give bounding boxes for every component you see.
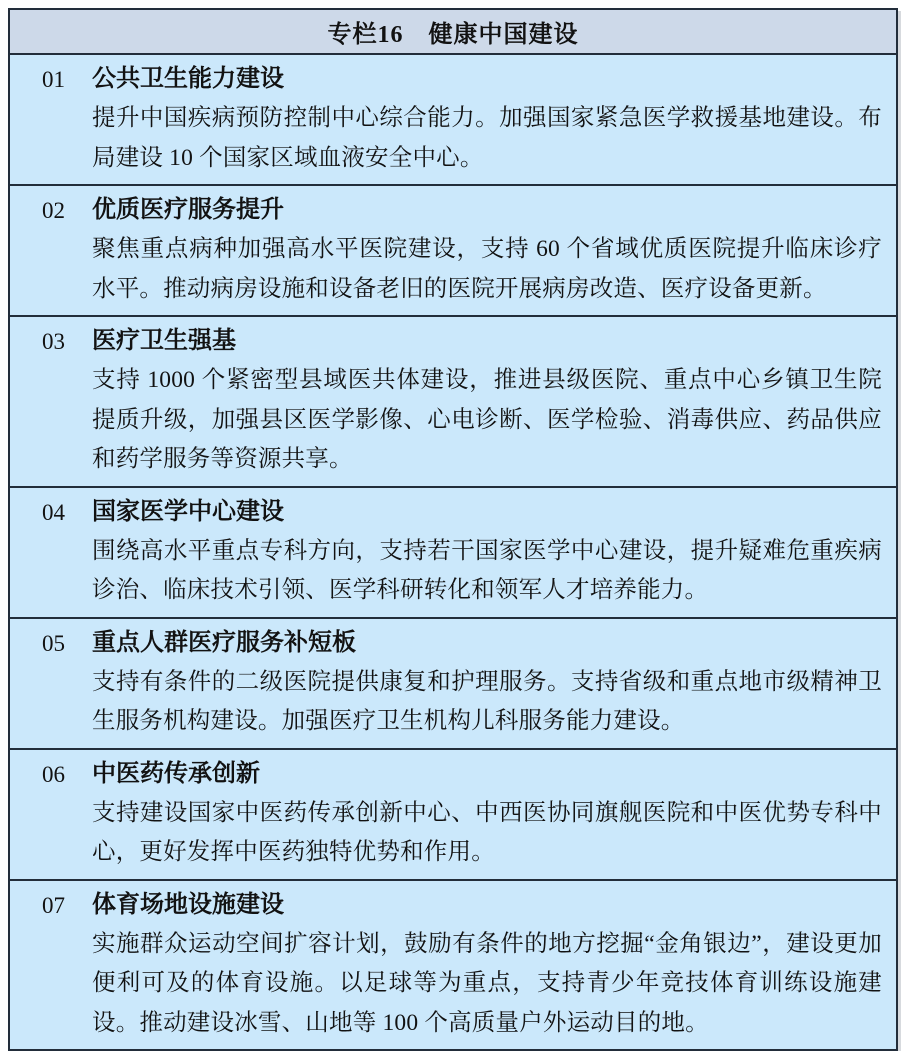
section-number: 01 bbox=[42, 67, 65, 92]
section-content bbox=[92, 886, 896, 1044]
section-number: 06 bbox=[42, 761, 65, 787]
section-body: 实施群众运动空间扩容计划，鼓励有条件的地方挖掘“金角银边”，建设更加便利可及的体育设施。以足球等为重点，支持青少年竞技体育训练设施建设。推动建设冰雪、山地等 100 个高质量户外运动目的地。 bbox=[92, 930, 882, 1036]
section-number: 03 bbox=[42, 329, 65, 354]
section-content bbox=[92, 191, 896, 309]
section-body: 提升中国疾病预防控制中心综合能力。加强国家紧急医学救援基地建设。布局建设 10 个国家区域血液安全中心。 bbox=[92, 105, 882, 171]
section-content bbox=[92, 322, 896, 480]
section-body: 支持建设国家中医药传承创新中心、中西医协同旗舰医院和中医优势专科中心，更好发挥中医药独特优势和作用。 bbox=[92, 799, 882, 865]
policy-box-panel bbox=[8, 8, 898, 1051]
panel-title: 专栏16 健康中国建设 bbox=[327, 22, 579, 48]
section-content bbox=[92, 755, 896, 873]
sections-list bbox=[10, 55, 896, 1049]
section-row bbox=[10, 748, 896, 879]
section-title: 体育场地设施建设 bbox=[92, 891, 284, 918]
section-row bbox=[10, 617, 896, 748]
section-body: 围绕高水平重点专科方向，支持若干国家医学中心建设，提升疑难危重疾病诊治、临床技术引领、医学科研转化和领军人才培养能力。 bbox=[92, 537, 882, 603]
section-row bbox=[10, 184, 896, 315]
section-content bbox=[92, 60, 896, 178]
section-title: 重点人群医疗服务补短板 bbox=[92, 629, 356, 656]
section-title: 中医药传承创新 bbox=[92, 760, 260, 787]
section-title: 国家医学中心建设 bbox=[92, 498, 284, 525]
section-number: 05 bbox=[42, 630, 65, 656]
section-row bbox=[10, 315, 896, 486]
section-row bbox=[10, 879, 896, 1050]
section-number: 07 bbox=[42, 892, 65, 918]
section-number: 02 bbox=[42, 198, 65, 223]
section-title: 公共卫生能力建设 bbox=[92, 66, 284, 92]
section-body: 聚焦重点病种加强高水平医院建设，支持 60 个省域优质医院提升临床诊疗水平。推动病房设施和设备老旧的医院开展病房改造、医疗设备更新。 bbox=[92, 236, 882, 302]
section-body: 支持有条件的二级医院提供康复和护理服务。支持省级和重点地市级精神卫生服务机构建设。加强医疗卫生机构儿科服务能力建设。 bbox=[92, 668, 882, 734]
section-title: 医疗卫生强基 bbox=[92, 328, 236, 354]
section-number: 04 bbox=[42, 499, 65, 525]
section-content bbox=[92, 624, 896, 742]
section-body: 支持 1000 个紧密型县域医共体建设，推进县级医院、重点中心乡镇卫生院提质升级，加强县区医学影像、心电诊断、医学检验、消毒供应、药品供应和药学服务等资源共享。 bbox=[92, 367, 882, 472]
section-row bbox=[10, 486, 896, 617]
section-row bbox=[10, 55, 896, 184]
section-content bbox=[92, 493, 896, 611]
section-title: 优质医疗服务提升 bbox=[92, 197, 284, 223]
panel-header bbox=[10, 10, 896, 55]
